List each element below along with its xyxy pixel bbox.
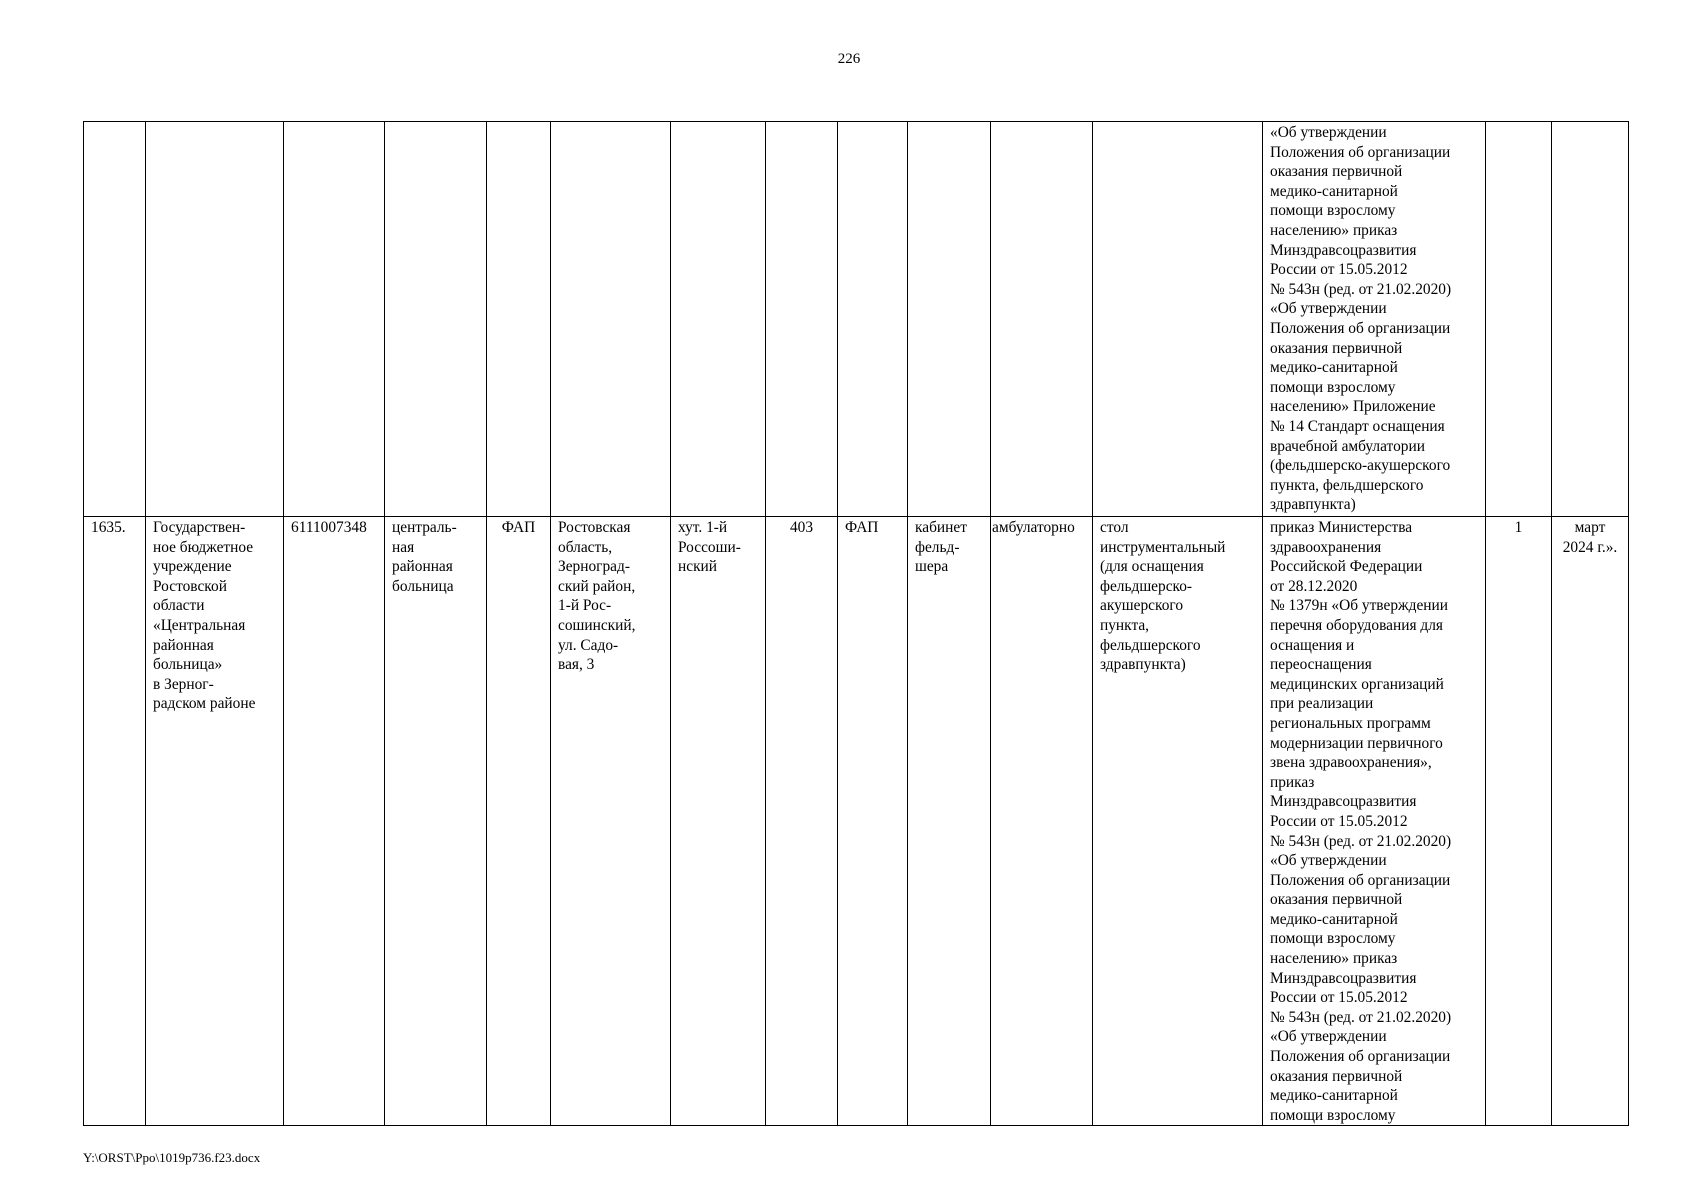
cell-date: март 2024 г.». <box>1552 517 1629 1126</box>
cell-settlement: хут. 1-й Россоши- нский <box>671 517 766 1126</box>
cell-empty <box>551 122 671 517</box>
cell-quantity: 1 <box>1486 517 1552 1126</box>
page-number: 226 <box>837 51 861 67</box>
table-row-1635 <box>84 517 1629 1126</box>
cell-unit: ФАП <box>838 517 908 1126</box>
cell-empty <box>1093 122 1263 517</box>
cell-empty <box>991 122 1093 517</box>
cell-empty <box>838 122 908 517</box>
equipment-table <box>83 121 1629 1126</box>
footer-file-path: Y:\ORST\Ppo\1019p736.f23.docx <box>83 1150 261 1165</box>
cell-empty <box>1552 122 1629 517</box>
cell-empty <box>84 122 146 517</box>
cell-empty <box>766 122 838 517</box>
cell-care-type: амбулаторно <box>991 517 1093 1126</box>
cell-organization: Государствен- ное бюджетное учреждение Ростовской области «Центральная районная больница» в Зерног- радском районе <box>146 517 284 1126</box>
cell-row-number: 1635. <box>84 517 146 1126</box>
cell-basis-continued: «Об утверждении Положения об организации оказания первичной медико-санитарной помощи взрослому населению» приказ Минздравсоцразвития России от 15.05.2012 № 543н (ред. от 21.02.2020) «Об утверждении Положения об организации оказания первичной медико-санитарной помощи взрослому населению» Приложение № 14 Стандарт оснащения врачебной амбулатории (фельдшерско-акушерского пункта, фельдшерского здравпункта) <box>1263 122 1486 517</box>
cell-empty <box>146 122 284 517</box>
cell-unit-type: ФАП <box>487 517 551 1126</box>
cell-organization-type: централь- ная районная больница <box>385 517 487 1126</box>
cell-empty <box>1486 122 1552 517</box>
cell-address: Ростовская область, Зерноград- ский район, 1-й Рос- сошинский, ул. Садо- вая, 3 <box>551 517 671 1126</box>
cell-empty <box>671 122 766 517</box>
cell-basis: приказ Министерства здравоохранения Российской Федерации от 28.12.2020 № 1379н «Об утверждении перечня оборудования для оснащения и переоснащения медицинских организаций при реализации региональных программ модернизации первичного звена здравоохранения», приказ Минздравсоцразвития России от 15.05.2012 № 543н (ред. от 21.02.2020) «Об утверждении Положения об организации оказания первичной медико-санитарной помощи взрослому населению» приказ Минздравсоцразвития России от 15.05.2012 № 543н (ред. от 21.02.2020) «Об утверждении Положения об организации оказания первичной медико-санитарной помощи взрослому <box>1263 517 1486 1126</box>
cell-code: 403 <box>766 517 838 1126</box>
cell-empty <box>908 122 991 517</box>
cell-empty <box>284 122 385 517</box>
cell-empty <box>385 122 487 517</box>
cell-equipment: стол инструментальный (для оснащения фельдшерско- акушерского пункта, фельдшерского здравпункта) <box>1093 517 1263 1126</box>
cell-inn: 6111007348 <box>284 517 385 1126</box>
table-row-continuation <box>84 122 1629 517</box>
cell-empty <box>487 122 551 517</box>
cell-room: кабинет фельд- шера <box>908 517 991 1126</box>
